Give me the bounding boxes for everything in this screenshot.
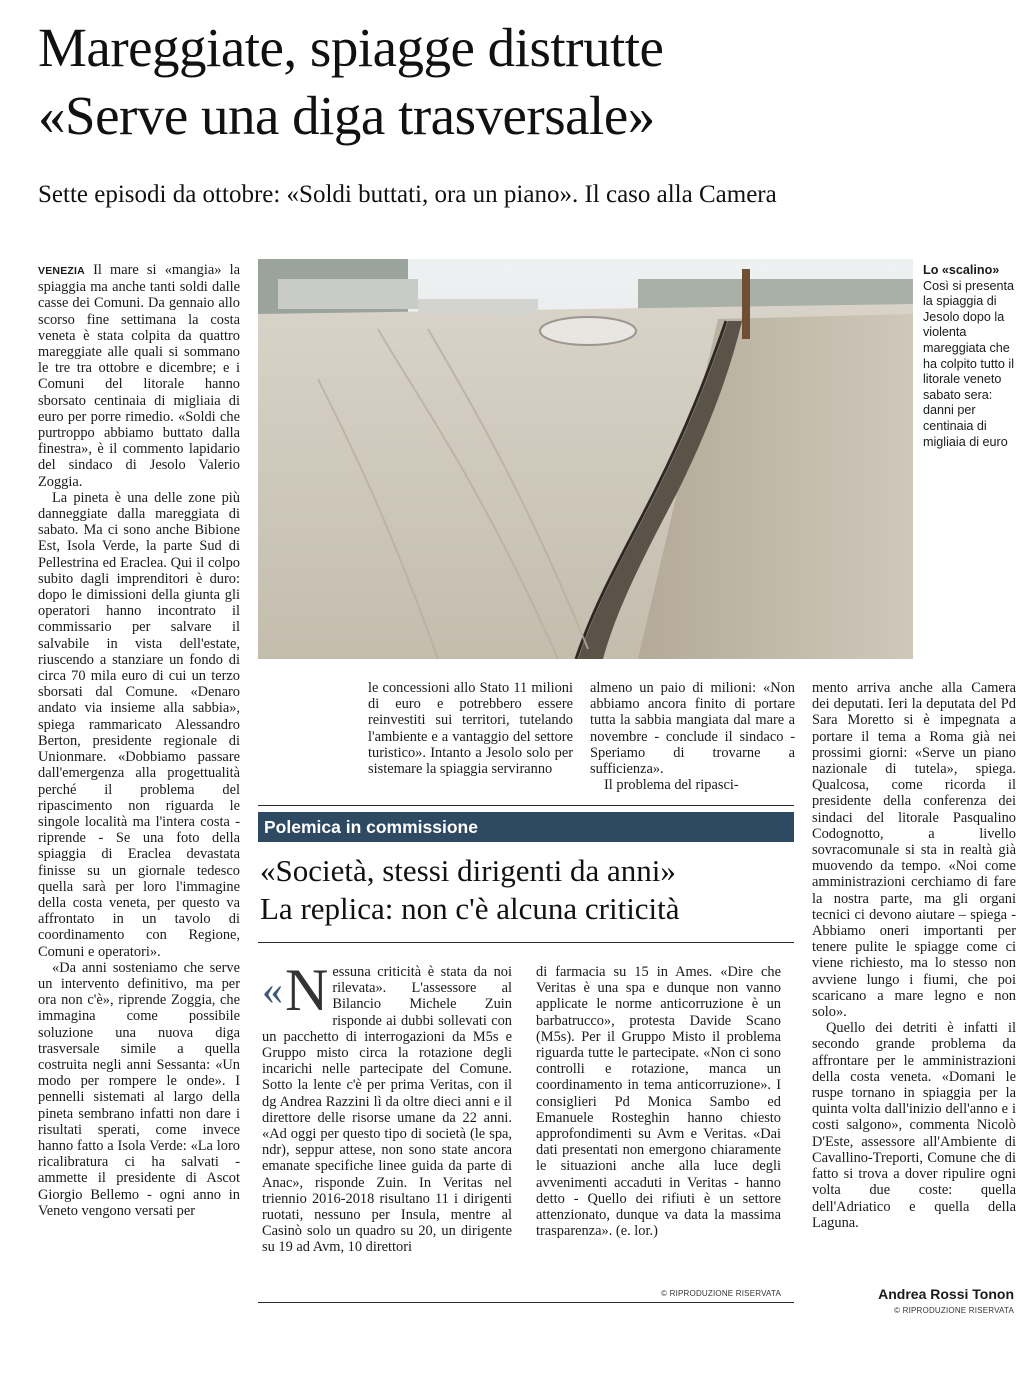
box-top-rule (258, 805, 794, 806)
paragraph-col4-1: mento arriva anche alla Camera dei deputati. Ieri la deputata del Pd Sara Moretto si è impegnata a portare il tema a Roma già nei prossimi giorni: «Serve un piano nazionale di tutela», spiega. Qualcosa, come ricorda il presidente della conferenza dei sindaci del litorale Pasqualino Codognotto, a livello sovracomunale si sta in realtà già muovendo da tempo. «Noi come amministrazioni cerchiamo di fare la nostra parte, ma gli organi tecnici ci devono aiutare – spiega - Abbiamo oneri importanti per tenere pulite le spiagge come ci viene richiesto, ma lo stesso non avviene lungo i fiumi, che poi scaricano a mare legno e non solo». (812, 680, 1016, 1021)
box-title-rule (258, 942, 794, 943)
article-column-1 (38, 262, 240, 1219)
photo-caption (923, 263, 1018, 450)
subheadline: Sette episodi da ottobre: «Soldi buttati, ora un piano». Il caso alla Camera (38, 181, 777, 208)
article-column-4 (812, 680, 1016, 1231)
beach-erosion-image (258, 259, 913, 659)
article-column-3 (590, 680, 795, 793)
paragraph-col2: le concessioni allo Stato 11 milioni di euro e potrebbero essere reinvestiti sui territori, tutelando l'ambiente e a vantaggio del settore turistico». Intanto a Jesolo solo per sistemare la spiaggia serviranno (368, 680, 573, 778)
box-bottom-rule (258, 1302, 794, 1303)
paragraph-3: «Da anni sosteniamo che serve un intervento definitivo, ma per ora non c'è», riprende Zoggia, che immagina come possibile soluzione una nuova diga trasversale simile a quella costruita negli anni Sessanta: «Un modo per rompere le onde». I pennelli sistemati al largo della pineta sembrano infatti non dare i risultati sperati, come invece hanno fatto a Isola Verde: «La loro ricalibratura ci ha salvati - ammette il presidente di Ascot Giorgio Bellemo - ogni anno in Veneto vengono versati per (38, 959, 240, 1219)
box-title-line2: La replica: non c'è alcuna criticità (260, 891, 680, 926)
quote-mark-icon: « (262, 968, 283, 1014)
dropcap: N (285, 957, 329, 1023)
paragraph-2: La pineta è una delle zone più danneggiate dalla mareggiata di sabato. Ma ci sono anche Bibione Est, Isola Verde, la parte Sud di Pellestrina ed Eraclea. Qui il colpo subito dagli imprenditori è duro: dopo le dimissioni della giunta gli operatori hanno incontrato il commissario per salvare il salvabile in vista dell'estate, riuscendo a stanziare un fondo di circa 70 mila euro di cui un terzo sborsati dal Comune. «Denaro andato via insieme alla sabbia», spiega rammaricato Alessandro Berton, presidente regionale di Unionmare. «Dobbiamo passare dall'emergenza alla progettualità perché il problema del ripascimento non riguarda le singole località ma l'intera costa - riprende - Se una foto della spiaggia di Eraclea devastata finisse su un giornale tedesco quella sarà per loro l'immagine della costa veneta, per questo va affrontato in un tavolo di coordinamento con Regione, Comuni e operatori». (38, 489, 240, 960)
headline-line1: Mareggiate, spiagge distrutte (38, 17, 664, 78)
box-rights: © RIPRODUZIONE RISERVATA (661, 1289, 781, 1298)
article-rights: © RIPRODUZIONE RISERVATA (894, 1306, 1014, 1315)
article-column-2 (368, 680, 573, 777)
paragraph-1: Il mare si «mangia» la spiaggia ma anche tanti soldi dalle casse dei Comuni. Da gennaio allo scorso fine settimana la costa veneta è stata colpita da quattro mareggiate alle quali si sommano le tre tra ottobre e dicembre; e i Comuni del litorale hanno sborsato centinaia di migliaia di euro per porre rimedio. «Soldi che purtroppo abbiamo buttato dalla finestra», è il commento lapidario del sindaco di Jesolo Valerio Zoggia. (38, 262, 240, 490)
headline-line2: «Serve una diga trasversale» (38, 85, 655, 146)
caption-title: Lo «scalino» (923, 263, 1000, 277)
box-paragraph-2: di farmacia su 15 in Ames. «Dire che Veritas è una spa e dunque non vanno applicate le norme anticorruzione è un barbatrucco», protesta Davide Scano (M5s). Per il Gruppo Misto il problema riguarda tutte le partecipate. «Non ci sono controlli e rotazione, manca un coordinamento in tema anticorruzione». I consiglieri Pd Monica Sambo ed Emanuele Rosteghin hanno chiesto approfondimenti su Avm e Veritas. «Dai dati presentati non emergono chiaramente le situazioni anche alla luce degli avvenimenti accaduti in Veritas - hanno detto - Quello dei rifiuti è un settore attenzionato, dunque va data la massima trasparenza». (e. lor.) (536, 964, 781, 1240)
section-banner: Polemica in commissione (258, 812, 794, 842)
paragraph-col4-2: Quello dei detriti è infatti il secondo grande problema da affrontare per le amministrazioni della costa veneta. «Domani le ruspe tornano in spiaggia per la quinta volta dall'inizio dell'anno e i costi salgono», commenta Nicolò D'Este, assessore all'Ambiente di Cavallino-Treporti, Comune che di fatto si trova a dover ripulire ogni volta due coste: quella dell'Adriatico e quella della Laguna. (812, 1020, 1016, 1231)
paragraph-col3-2: Il problema del ripasci- (604, 777, 739, 794)
box-paragraph-1: essuna criticità è stata da noi rilevata». L'assessore al Bilancio Michele Zuin risponde ai dubbi sollevati con un pacchetto di interrogazioni da M5s e Gruppo misto circa la rotazione degli incarichi nelle partecipate del Comune. Sotto la lente c'è per prima Veritas, con il dg Andrea Razzini lì da oltre dieci anni e il direttore delle risorse umane da 22 anni. «Ad oggi per questo tipo di società (le spa, ndr), seppur attese, non sono state ancora emanate specifiche linee guida da parte di Anac», risponde Zuin. In Veritas nel triennio 2016-2018 risultano 11 i dirigenti ruotati, nessuno per Insula, mentre al Casinò solo un quadro su 20, un dirigente su 19 ad Avm, 10 direttori (262, 964, 512, 1256)
box-title-line1: «Società, stessi dirigenti da anni» (260, 853, 676, 888)
box-column-2 (536, 964, 781, 1239)
box-column-1 (262, 957, 512, 1256)
paragraph-col3-1: almeno un paio di milioni: «Non abbiamo ancora finito di portare tutta la sabbia mangiata dal mare a novembre - conclude il sindaco - Speriamo di trovarne a sufficienza». (590, 680, 795, 778)
author-byline: Andrea Rossi Tonon (878, 1286, 1014, 1302)
dateline: VENEZIA (38, 265, 85, 277)
caption-text: Così si presenta la spiaggia di Jesolo dopo la violenta mareggiata che ha colpito tutto il litorale veneto sabato sera: danni per centinaia di migliaia di euro (923, 278, 1015, 449)
beach-photo (258, 259, 913, 659)
